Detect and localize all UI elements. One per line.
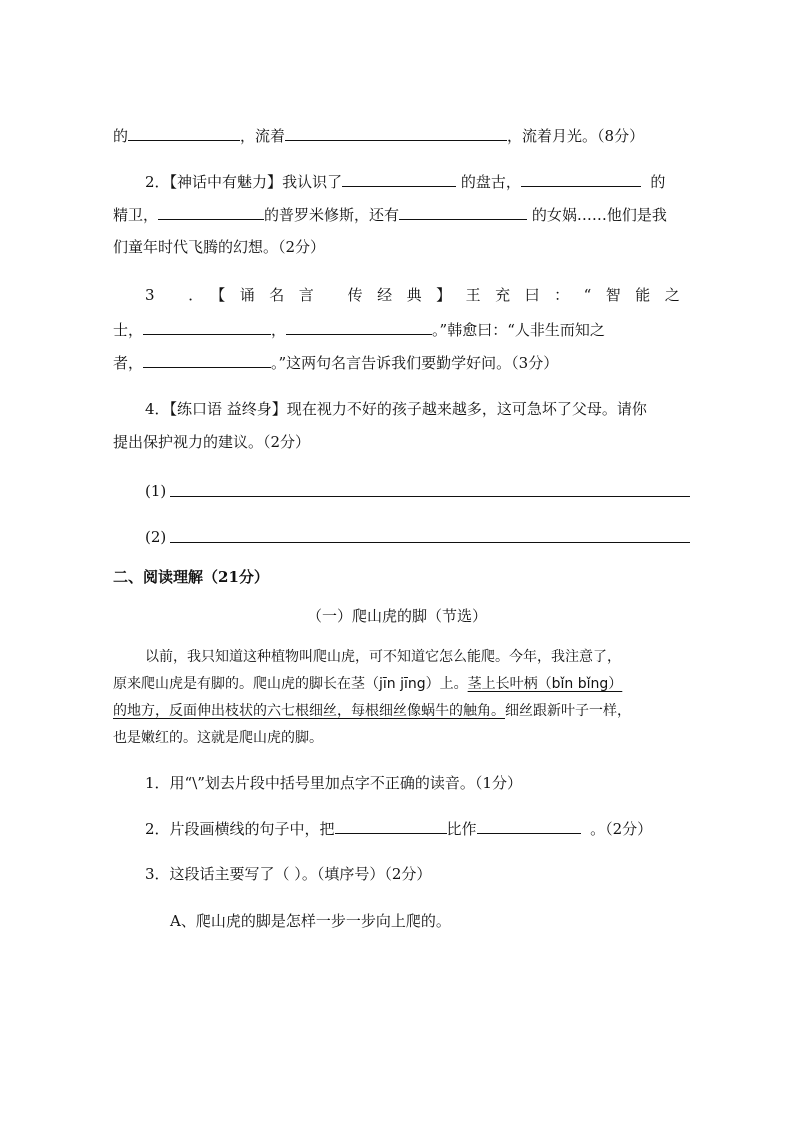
passage-line-4: [113, 727, 323, 749]
reading-q2-blank-1[interactable]: [335, 817, 447, 834]
q1-prefix: 的: [113, 127, 129, 145]
q1-tail-line: [113, 124, 644, 147]
passage-text-1: 以前，我只知道这种植物叫爬山虎，可不知道它怎么能爬。今年，我注意了，: [145, 649, 621, 665]
q2-text-d: 精卫，: [113, 206, 159, 224]
q3-text-b: ，: [271, 321, 287, 339]
passage-underlined-2: 茎上长叶柄（bǐn bǐng）: [467, 676, 623, 692]
q4-prompt-cont: 提出保护视力的建议。（2分）: [113, 433, 311, 451]
q2-title: 【神话中有魅力】: [169, 173, 283, 191]
q2-text-a: 我认识了: [282, 173, 343, 191]
q3-text-d: 者，: [113, 354, 144, 372]
passage-line-3: [113, 700, 631, 722]
reading-q2-c: 。（2分）: [590, 820, 653, 838]
section-heading: 二、阅读理解（21分）: [113, 568, 269, 586]
q3-line-1: [145, 284, 694, 306]
q3-blank-1[interactable]: [143, 318, 271, 335]
q2-text-e: 的普罗米修斯，还有: [264, 206, 400, 224]
q2-blank-3[interactable]: [158, 203, 264, 220]
q1-mid: ，流着: [240, 127, 286, 145]
reading-q3: 3．这段话主要写了（ ）。（填序号）（2分）: [145, 865, 432, 883]
reading-q1: 1．用“\”划去片段中括号里加点字不正确的读音。（1分）: [145, 774, 522, 792]
q3-line-2: [113, 318, 605, 341]
passage-text-4: 也是嫩红的。这就是爬山虎的脚。: [113, 730, 323, 746]
q2-text-c: 的: [650, 173, 666, 191]
q2-line-2: [113, 203, 667, 226]
passage-title: （一）爬山虎的脚（节选）: [306, 607, 487, 625]
q4-line-2: [113, 431, 310, 453]
q2-line-1: [145, 170, 665, 193]
reading-q2-b: 比作: [446, 820, 477, 838]
q4-line-1: [145, 398, 647, 420]
q2-number: 2．: [145, 173, 170, 191]
passage-text-2a: 原来爬山虎是有脚的。爬山虎的脚长在茎（jīn jīng）上。: [113, 676, 468, 692]
q3-line-3: [113, 351, 558, 374]
q4-item-2-label: (2): [145, 528, 167, 546]
passage-text-3b: 细丝跟新叶子一样，: [505, 703, 631, 719]
q1-suffix: ，流着月光。（8分）: [507, 127, 645, 145]
q3-heading: 3 ．【诵名言 传经典】王充曰：“智能之: [145, 286, 695, 304]
q3-text-e: 。”这两句名言告诉我们要勤学好问。（3分）: [271, 354, 559, 372]
reading-q3-option-a: A、爬山虎的脚是怎样一步一步向上爬的。: [170, 912, 451, 930]
passage-line-2: [113, 673, 622, 695]
reading-q2-blank-2[interactable]: [477, 817, 581, 834]
q2-line-3: [113, 236, 325, 258]
q3-blank-3[interactable]: [143, 351, 271, 368]
q2-text-g: 们童年时代飞腾的幻想。（2分）: [113, 238, 326, 256]
q4-answer-line-1[interactable]: [170, 495, 690, 497]
q4-prompt: 4．【练口语 益终身】现在视力不好的孩子越来越多，这可急坏了父母。请你: [145, 400, 647, 418]
passage-underlined-3: 的地方，反面伸出枝状的六七根细丝，每根细丝像蜗牛的触角。: [113, 703, 505, 719]
q4-item-1-label: (1): [145, 482, 167, 500]
passage-line-1: [145, 646, 621, 668]
reading-q2: [145, 817, 652, 840]
q2-text-f: 的女娲……他们是我: [531, 206, 667, 224]
q3-blank-2[interactable]: [286, 318, 432, 335]
reading-q2-a: 2．片段画横线的句子中，把: [145, 820, 335, 838]
q4-answer-line-2[interactable]: [170, 541, 690, 543]
q2-blank-2[interactable]: [521, 170, 641, 187]
q2-blank-1[interactable]: [342, 170, 456, 187]
q1-blank-1[interactable]: [128, 124, 240, 141]
q3-text-c: 。”韩愈曰：“人非生而知之: [432, 321, 605, 339]
q2-blank-4[interactable]: [399, 203, 527, 220]
q3-text-a: 士，: [113, 321, 144, 339]
q2-text-b: 的盘古，: [460, 173, 521, 191]
q1-blank-2[interactable]: [285, 124, 507, 141]
